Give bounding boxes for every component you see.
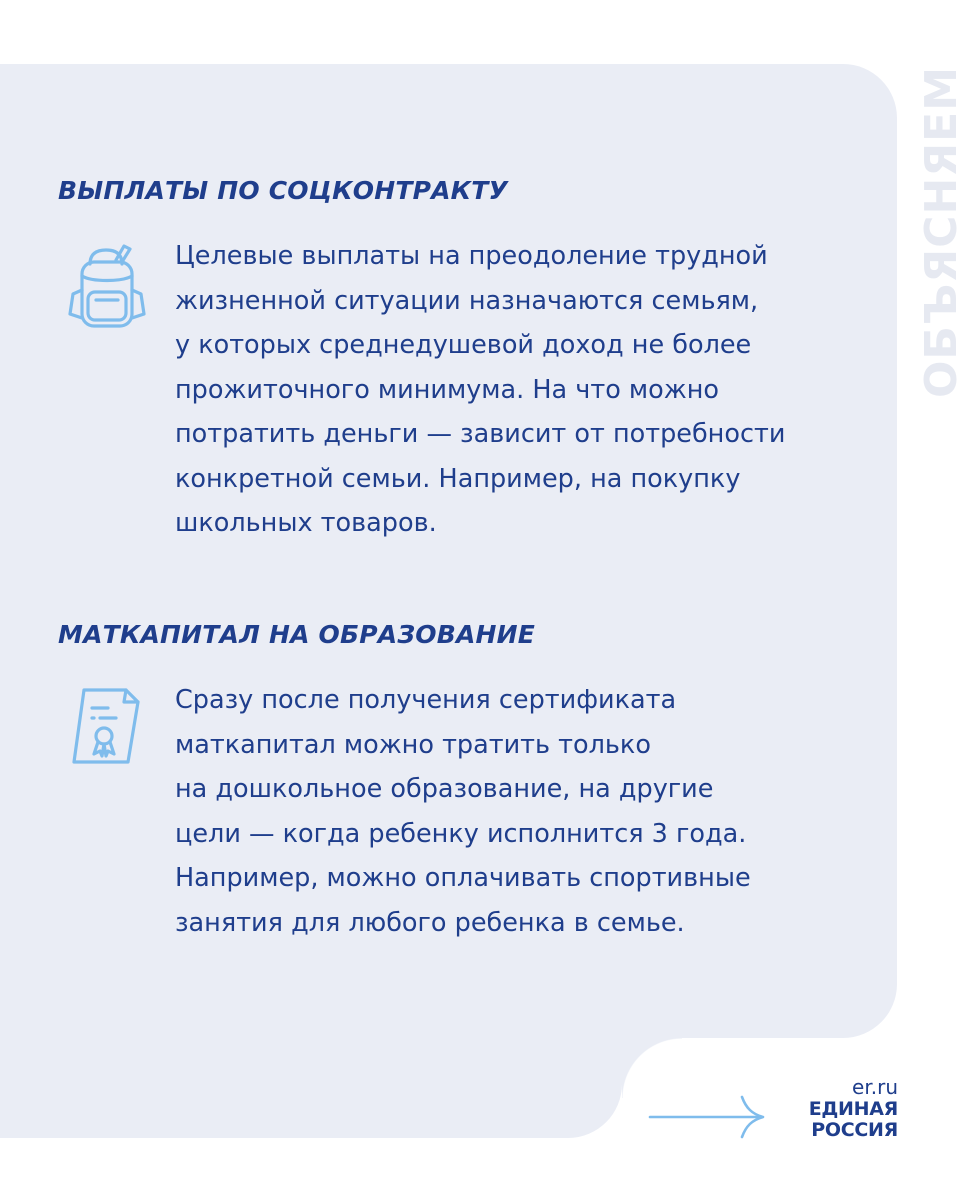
brand-logo[interactable] (809, 1075, 898, 1141)
section-heading-soccontract: ВЫПЛАТЫ ПО СОЦКОНТРАКТУ (58, 176, 509, 205)
backpack-icon (66, 242, 146, 334)
brand-name-line2: РОССИЯ (811, 1119, 898, 1141)
section-heading-matcapital: МАТКАПИТАЛ НА ОБРАЗОВАНИЕ (58, 620, 536, 649)
brand-name-line1: ЕДИНАЯ (808, 1098, 898, 1120)
section-text-matcapital: Сразу после получения сертификата маткапитал можно тратить только на дошкольное образование, на другие цели — когда ребенку исполнится 3 года. Например, можно оплачивать спортивные занятия для любого ребенка в семье. (175, 685, 751, 938)
arrow-right-icon (648, 1092, 768, 1142)
section-text-soccontract: Целевые выплаты на преодоление трудной жизненной ситуации назначаются семьям, у которых среднедушевой доход не более прожиточного минимума. На что можно потратить деньги — зависит от потребности конкретной семьи. Например, на покупку школьных товаров. (175, 241, 786, 538)
side-label: ОБЪЯСНЯЕМ (916, 66, 967, 398)
certificate-icon (68, 686, 144, 766)
card-notch (622, 1038, 682, 1098)
site-link[interactable]: er.ru (852, 1075, 898, 1099)
